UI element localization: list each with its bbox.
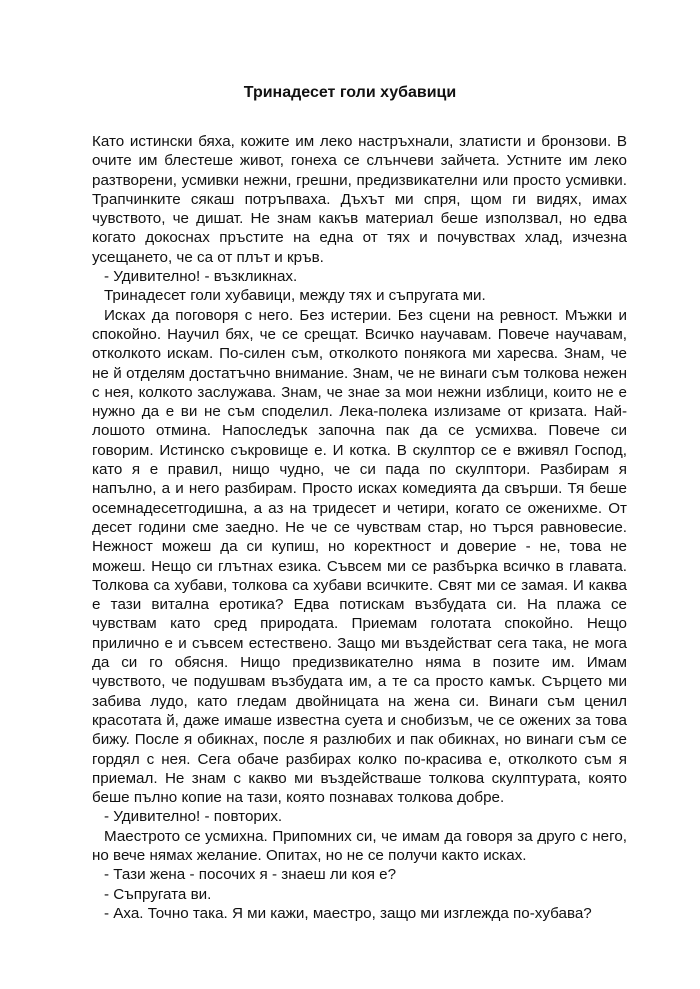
dialogue-line: - Тази жена - посочих я - знаеш ли коя е?: [104, 866, 397, 884]
dialogue-line: - Удивително! - възкликнах.: [104, 268, 298, 286]
dialogue-line: - Удивително! - повторих.: [104, 808, 283, 826]
paragraph: Като истински бяха, кожите им леко настръхнали, златисти и бронзови. В очите им блестеше живот, гонеха се слънчеви зайчета. Устните им леко разтворени, усмивки нежни, грешни, предизвикателни или просто усмивки. Трапчинките сякаш потръпваха. Дъхът ми спря, щом ги видях, имах чувството, че дишат. Не знам какъв материал беше използвал, но едва когато докоснах пръстите на една от тях и почувствах хлад, изчезна усещането, че са от плът и кръв.: [92, 133, 627, 266]
paragraph: Тринадесет голи хубавици, между тях и съпругата ми.: [104, 287, 486, 305]
document-body: [92, 132, 627, 923]
dialogue-line: - Съпругата ви.: [104, 885, 212, 903]
dialogue-line: - Аха. Точно така. Я ми кажи, маестро, защо ми изглежда по-хубава?: [104, 904, 592, 922]
paragraph: Маестрото се усмихна. Припомних си, че имам да говоря за друго с него, но вече нямах желание. Опитах, но не се получи както исках.: [92, 827, 627, 864]
paragraph: Исках да поговоря с него. Без истерии. Без сцени на ревност. Мъжки и спокойно. Научил бях, че се срещат. Всичко научавам. Повече научавам, отколкото искам. По-силен съм, отколкото понякога ми харесва. Знам, че не й отделям достатъчно внимание. Знам, че не винаги съм толкова нежен с нея, колкото заслужава. Знам, че знае за мои нежни изблици, които не е нужно да е ви не съм споделил. Лека-полека излизаме от кризата. Най-лошото отмина. Напоследък започна пак да се усмихва. Повече си говорим. Истинско съкровище е. И котка. В скулптор се е вживял Господ, като я е правил, нищо чудно, че си пада по скулптори. Разбирам я напълно, а и него разбирам. Просто искаx комедията да свърши. Тя беше осемнадесетгодишна, а аз на тридесет и четири, когато се оженихме. От десет години сме заедно. Не че се чувствам стар, но търся равновесие. Нежност можеш да си купиш, но коректност и доверие - не, това не можеш. Нещо си глътнах езика. Съвсем ми се разбърка всичко в главата. Толкова са хубави, толкова са хубави всичките. Свят ми се замая. И каква е тази витална еротика? Едва потискам възбудата си. На плажа се чувствам като сред природата. Приемам голотата спокойно. Нещо прилично е и съвсем естествено. Защо ми въздействат сега така, не мога да си го обясня. Нищо предизвикателно няма в позите им. Имам чувството, че подушвам възбудата им, а те са просто камък. Сърцето ми забива лудо, като гледам двойницата на жена си. Винаги съм ценил красотата й, даже имаше известна суета и снобизъм, че се ожених за това бижу. После я обикнах, после я разлюбих и пак обикнах, но винаги съм се гордял с нея. Сега обаче разбирах колко по-красива е, отколкото съм я приемал. Не знам с какво ми въздействаше толкова скулптурата, която беше пълно копие на тази, която познавах толкова добре.: [92, 306, 627, 807]
document-title: Тринадесет голи хубавици: [243, 84, 457, 101]
